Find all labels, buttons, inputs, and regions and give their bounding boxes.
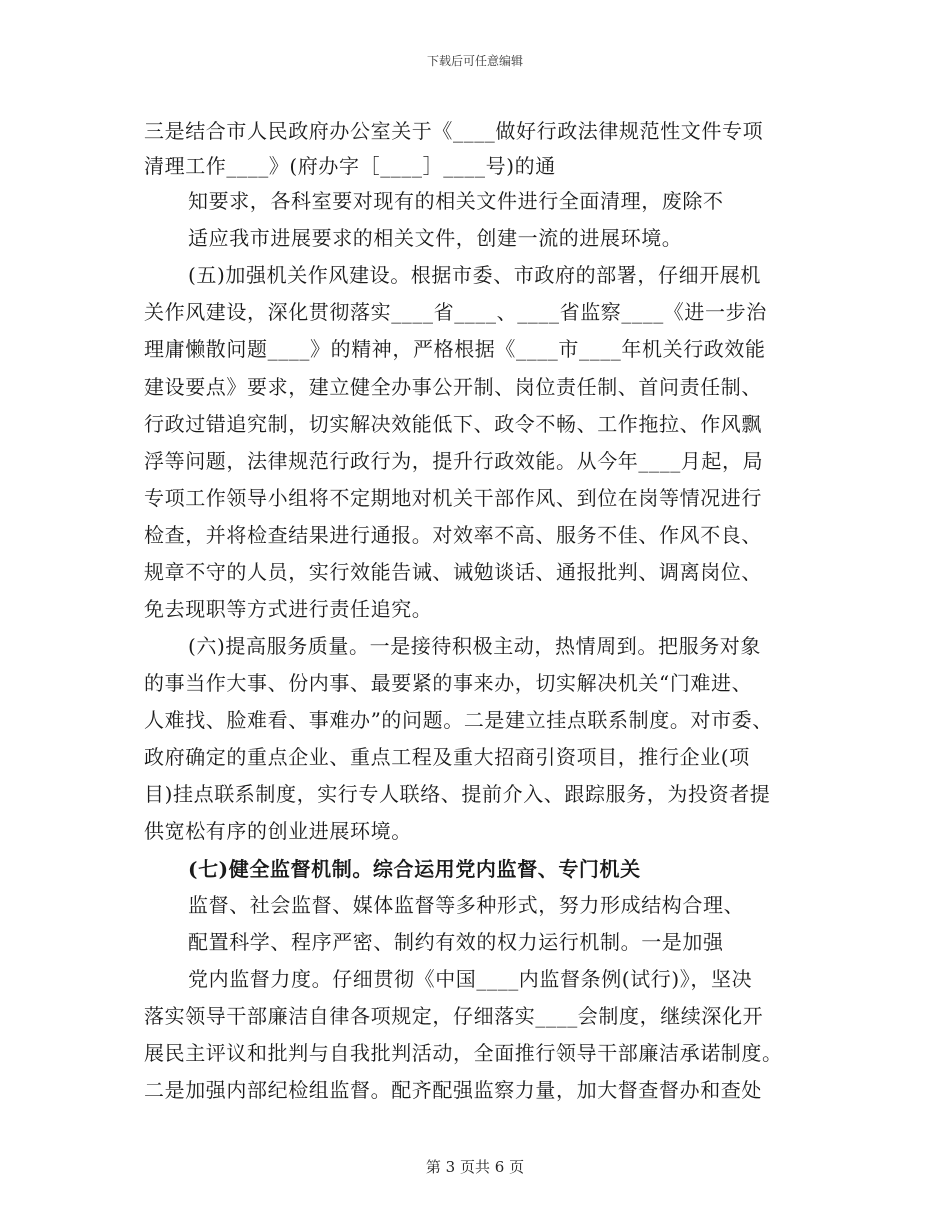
text-line: 人难找、脸难看、事难办”的问题。二是建立挂点联系制度。对市委、 [144, 708, 773, 732]
text-line: 二是加强内部纪检组监督。配齐配强监察力量，加大督查督办和查处 [144, 1078, 762, 1102]
text-line: 的事当作大事、份内事、最要紧的事来办，切实解决机关“门难进、 [144, 671, 753, 695]
text-line: 党内监督力度。仔细贯彻《中国____内监督条例(试行)》，坚决 [188, 967, 753, 991]
text-line: 专项工作领导小组将不定期地对机关干部作风、到位在岗等情况进行 [144, 486, 762, 510]
page-header: 下载后可任意编辑 [426, 54, 523, 68]
text-line: (六)提高服务质量。一是接待积极主动，热情周到。把服务对象 [188, 634, 762, 658]
text-line: 知要求，各科室要对现有的相关文件进行全面清理，废除不 [188, 189, 724, 213]
text-line: 免去现职等方式进行责任追究。 [144, 597, 433, 621]
section-heading: (七)健全监督机制。综合运用党内监督、专门机关 [188, 857, 641, 881]
text-line: 落实领导干部廉洁自律各项规定，仔细落实____会制度，继续深化开 [144, 1004, 764, 1028]
text-line: 目)挂点联系制度，实行专人联络、提前介入、跟踪服务，为投资者提 [144, 782, 771, 806]
text-line: 配置科学、程序严密、制约有效的权力运行机制。一是加强 [188, 930, 724, 954]
text-line: (五)加强机关作风建设。根据市委、市政府的部署，仔细开展机 [188, 263, 762, 287]
text-line: 检查，并将检查结果进行通报。对效率不高、服务不佳、作风不良、 [144, 523, 762, 547]
text-line: 展民主评议和批判与自我批判活动，全面推行领导干部廉洁承诺制度。 [144, 1041, 783, 1065]
text-line: 清理工作____》(府办字［____］____号)的通 [144, 154, 556, 178]
text-line: 监督、社会监督、媒体监督等多种形式，努力形成结构合理、 [188, 893, 745, 917]
text-line: 政府确定的重点企业、重点工程及重大招商引资项目，推行企业(项 [144, 745, 750, 769]
page-footer: 第 3 页共 6 页 [425, 1158, 525, 1176]
text-line: 规章不守的人员，实行效能告诫、诫勉谈话、通报批判、调离岗位、 [144, 560, 762, 584]
text-line: 建设要点》要求，建立健全办事公开制、岗位责任制、首问责任制、 [144, 375, 762, 399]
text-line: 供宽松有序的创业进展环境。 [144, 819, 412, 843]
text-line: 适应我市进展要求的相关文件，创建一流的进展环境。 [188, 226, 683, 250]
text-line: 理庸懒散问题____》的精神，严格根据《____市____年机关行政效能 [144, 337, 766, 361]
text-line: 行政过错追究制，切实解决效能低下、政令不畅、工作拖拉、作风飘 [144, 412, 762, 436]
text-line: 关作风建设，深化贯彻落实____省____、____省监察____《进一步治 [144, 300, 767, 324]
text-line: 浮等问题，法律规范行政行为，提升行政效能。从今年____月起，局 [144, 449, 764, 473]
text-line: 三是结合市人民政府办公室关于《____做好行政法律规范性文件专项 [144, 119, 764, 143]
